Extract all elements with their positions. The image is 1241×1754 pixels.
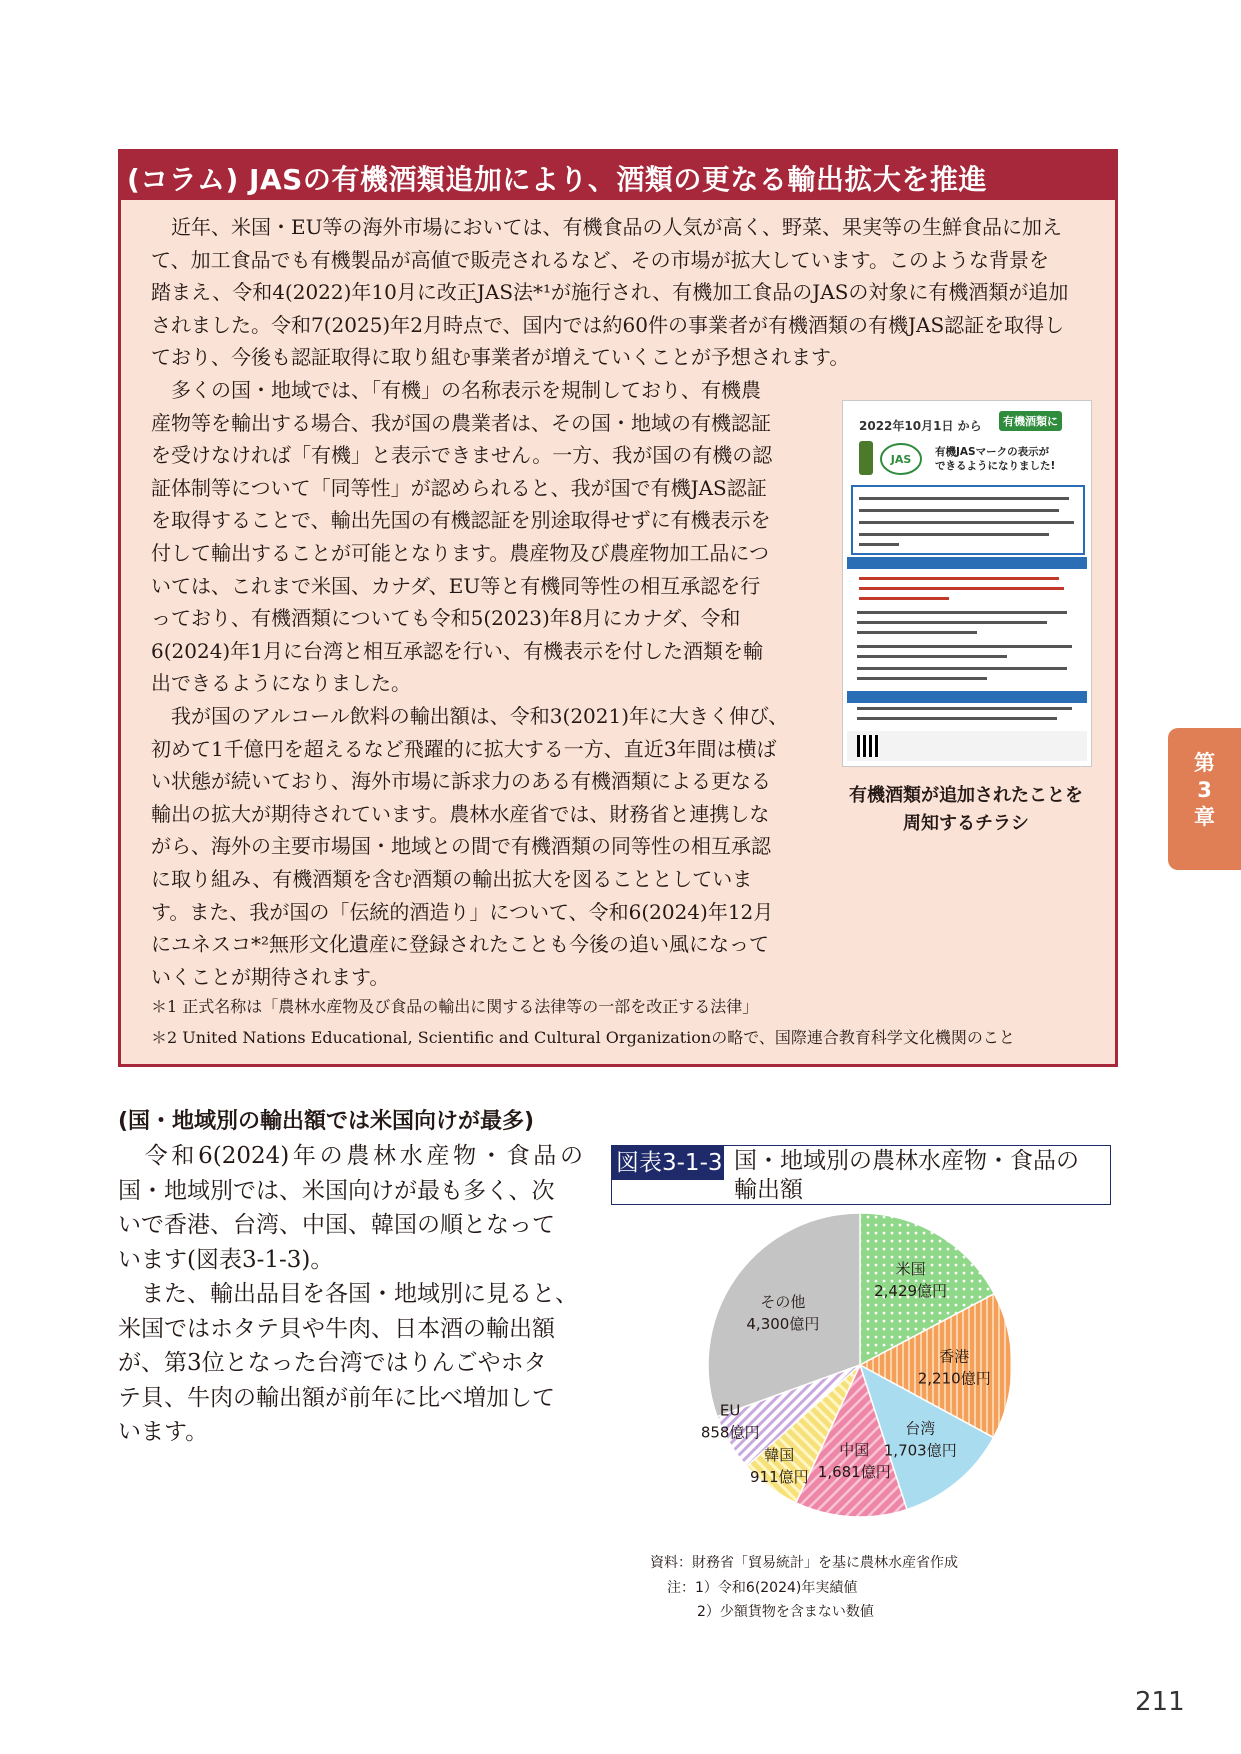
figure-label: 図表3-1-3 — [612, 1146, 724, 1180]
text-line: 令和6(2024)年の農林水産物・食品の — [141, 1143, 583, 1169]
jas-logo-icon — [857, 435, 927, 479]
text-line: っており、有機酒類についても令和5(2023)年8月にカナダ、令和 — [151, 606, 741, 631]
slice-name-label: 香港 — [939, 1347, 970, 1366]
text-line: 6(2024)年1月に台湾と相互承認を行い、有機表示を付した酒類を輸 — [151, 638, 763, 663]
flyer-header — [849, 409, 1085, 479]
column-paragraph-2 — [151, 374, 813, 993]
text-line: されました。令和7(2025)年2月時点で、国内では約60件の事業者が有機酒類の有機JAS認証を取得し — [151, 312, 1065, 337]
slice-name-label: その他 — [760, 1292, 806, 1311]
flyer-image — [842, 400, 1092, 767]
slice-value-label: 858億円 — [700, 1423, 760, 1442]
text-line: また、輸出品目を各国・地域別に見ると、 — [141, 1281, 578, 1307]
column-title-bar — [121, 152, 1115, 200]
text-line: 踏まえ、令和4(2022)年10月に改正JAS法*¹が施行され、有機加工食品のJASの対象に有機酒類が追加 — [151, 280, 1069, 305]
text-line: いで香港、台湾、中国、韓国の順となって — [118, 1212, 555, 1238]
svg-text:JAS: JAS — [890, 453, 912, 466]
figure-title: 国・地域別の農林水産物・食品の 輸出額 — [734, 1148, 1079, 1203]
text-line: にユネスコ*²無形文化遺産に登録されたことも今後の追い風になって — [151, 932, 770, 957]
text-line: 輸出の拡大が期待されています。農林水産省では、財務省と連携しな — [151, 801, 770, 826]
text-line: いては、これまで米国、カナダ、EU等と有機同等性の相互承認を行 — [151, 573, 761, 598]
chapter-label: 第 3 章 — [1194, 751, 1215, 829]
section-body — [118, 1139, 583, 1450]
flyer-subheadline: 有機JASマークの表示が できるようになりました! — [935, 446, 1056, 472]
figure-note-1: 注：1）令和6(2024)年実績値 — [667, 1580, 858, 1596]
figure-header — [611, 1145, 1111, 1205]
flyer-headline: 2022年10月1日 から — [859, 419, 982, 433]
column-title: (コラム) JASの有機酒類追加により、酒類の更なる輸出拡大を推進 — [127, 163, 987, 196]
text-line: います。 — [118, 1419, 209, 1445]
slice-value-label: 1,703億円 — [883, 1441, 957, 1460]
text-line: 近年、米国・EU等の海外市場においては、有機食品の人気が高く、野菜、果実等の生鮮食品に加え — [171, 215, 1063, 239]
slice-name-label: 韓国 — [764, 1446, 795, 1465]
slice-name-label: EU — [719, 1401, 741, 1420]
text-line: 我が国のアルコール飲料の輸出額は、令和3(2021)年に大きく伸び、 — [171, 703, 789, 728]
text-line: 出できるようになりました。 — [151, 671, 411, 696]
text-line: す。また、我が国の「伝統的酒造り」について、令和6(2024)年12月 — [151, 899, 774, 924]
text-line: テ貝、牛肉の輸出額が前年に比べ増加して — [118, 1384, 555, 1411]
text-line: い状態が続いており、海外市場に訴求力のある有機酒類による更なる — [151, 769, 771, 794]
section-heading: (国・地域別の輸出額では米国向けが最多) — [118, 1109, 535, 1134]
text-line: います(図表3-1-3)。 — [118, 1246, 334, 1273]
qr-code-icon — [857, 735, 879, 757]
flyer-caption: 有機酒類が追加されたことを 周知するチラシ — [849, 785, 1083, 834]
slice-value-label: 2,429億円 — [874, 1282, 948, 1301]
text-line: 産物等を輸出する場合、我が国の農業者は、その国・地域の有機認証 — [151, 410, 771, 435]
slice-value-label: 1,681億円 — [817, 1463, 891, 1482]
flyer-badge: 有機酒類に — [999, 411, 1062, 431]
text-line: て、加工食品でも有機製品が高値で販売されるなど、その市場が拡大しています。このような背景を — [151, 247, 1049, 272]
footnote-1: ＊1 正式名称は「農林水産物及び食品の輸出に関する法律等の一部を改正する法律」 — [151, 997, 759, 1016]
text-line: が、第3位となった台湾ではりんごやホタ — [118, 1350, 547, 1376]
text-line: がら、海外の主要市場国・地域との間で有機酒類の同等性の相互承認 — [151, 834, 771, 859]
slice-value-label: 4,300億円 — [746, 1314, 820, 1333]
flyer-info-box — [851, 485, 1085, 555]
text-line: 付して輸出することが可能となります。農産物及び農産物加工品につ — [151, 540, 769, 565]
flyer-footer — [847, 731, 1087, 761]
text-line: に取り組み、有機酒類を含む酒類の輸出拡大を図ることとしていま — [151, 866, 753, 891]
column-paragraph-1 — [151, 211, 1093, 374]
text-line: 国・地域別では、米国向けが最も多く、次 — [118, 1177, 555, 1204]
text-line: ており、今後も認証取得に取り組む事業者が増えていくことが予想されます。 — [151, 345, 850, 370]
slice-value-label: 911億円 — [749, 1468, 809, 1487]
pie-chart — [680, 1205, 1040, 1545]
figure-note-2: 2）少額貨物を含まない数値 — [697, 1604, 874, 1620]
text-line: 初めて1千億円を超えるなど飛躍的に拡大する一方、直近3年間は横ば — [151, 736, 777, 761]
text-line: 証体制等について「同等性」が認められると、我が国で有機JAS認証 — [151, 475, 767, 500]
text-line: いくことが期待されます。 — [151, 964, 390, 989]
slice-name-label: 米国 — [895, 1260, 926, 1279]
footnote-2: ＊2 United Nations Educational, Scientific and Cultural Organizationの略で、国際連合教育科学文化機関のこと — [151, 1028, 1015, 1047]
page-number: 211 — [1135, 1687, 1185, 1717]
slice-value-label: 2,210億円 — [917, 1369, 991, 1388]
slice-name-label: 台湾 — [905, 1419, 936, 1438]
figure-source: 資料：財務省「貿易統計」を基に農林水産省作成 — [650, 1555, 958, 1571]
text-line: を取得することで、輸出先国の有機認証を別途取得せずに有機表示を — [151, 508, 771, 533]
chapter-tab — [1168, 728, 1241, 870]
text-line: を受けなければ「有機」と表示できません。一方、我が国の有機の認 — [151, 443, 773, 468]
text-line: 米国ではホタテ貝や牛肉、日本酒の輸出額 — [118, 1315, 555, 1342]
text-line: 多くの国・地域では、「有機」の名称表示を規制しており、有機農 — [171, 378, 761, 402]
slice-name-label: 中国 — [839, 1441, 870, 1460]
